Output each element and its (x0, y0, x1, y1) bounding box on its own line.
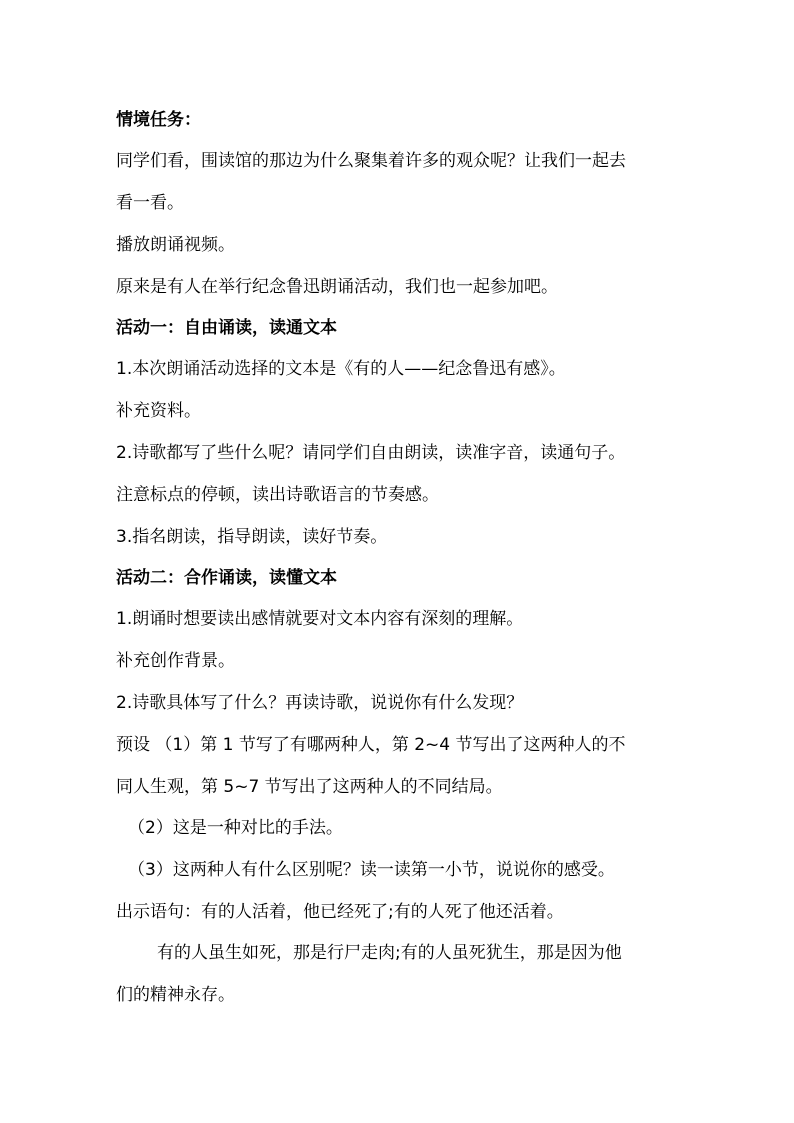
paragraph-line: 同学们看，围读馆的那边为什么聚集着许多的观众呢？让我们一起去 (116, 151, 626, 171)
paragraph-line: 补充资料。 (116, 401, 201, 421)
paragraph-line: （2）这是一种对比的手法。 (128, 818, 343, 838)
paragraph-line: 出示语句：有的人活着，他已经死了;有的人死了他还活着。 (116, 902, 564, 922)
paragraph-line: 看一看。 (116, 193, 184, 213)
paragraph-line: 2.诗歌具体写了什么？再读诗歌，说说你有什么发现？ (116, 693, 524, 713)
paragraph-line: （3）这两种人有什么区别呢？读一读第一小节，说说你的感受。 (128, 860, 615, 880)
paragraph-line: 3.指名朗读，指导朗读，读好节奏。 (116, 527, 388, 547)
paragraph-line: 2.诗歌都写了些什么呢？请同学们自由朗读，读准字音，读通句子。 (116, 443, 626, 463)
paragraph-line: 原来是有人在举行纪念鲁迅朗诵活动，我们也一起参加吧。 (116, 277, 558, 297)
heading-activity-two: 活动二：合作诵读，读懂文本 (116, 568, 337, 588)
paragraph-line: 们的精神永存。 (116, 985, 235, 1005)
paragraph-line: 1.本次朗诵活动选择的文本是《有的人——纪念鲁迅有感》。 (116, 359, 566, 379)
paragraph-line: 补充创作背景。 (116, 651, 235, 671)
paragraph-line: 有的人虽生如死，那是行尸走肉;有的人虽死犹生，那是因为他 (157, 943, 622, 963)
heading-scenario-task: 情境任务： (116, 110, 201, 130)
paragraph-line: 播放朗诵视频。 (116, 235, 235, 255)
paragraph-line: 同人生观，第 5~7 节写出了这两种人的不同结局。 (116, 777, 503, 797)
paragraph-line: 1.朗诵时想要读出感情就要对文本内容有深刻的理解。 (116, 609, 524, 629)
paragraph-line: 注意标点的停顿，读出诗歌语言的节奏感。 (116, 485, 439, 505)
heading-activity-one: 活动一：自由诵读，读通文本 (116, 318, 337, 338)
paragraph-line: 预设 （1）第 1 节写了有哪两种人，第 2~4 节写出了这两种人的不 (116, 735, 626, 755)
